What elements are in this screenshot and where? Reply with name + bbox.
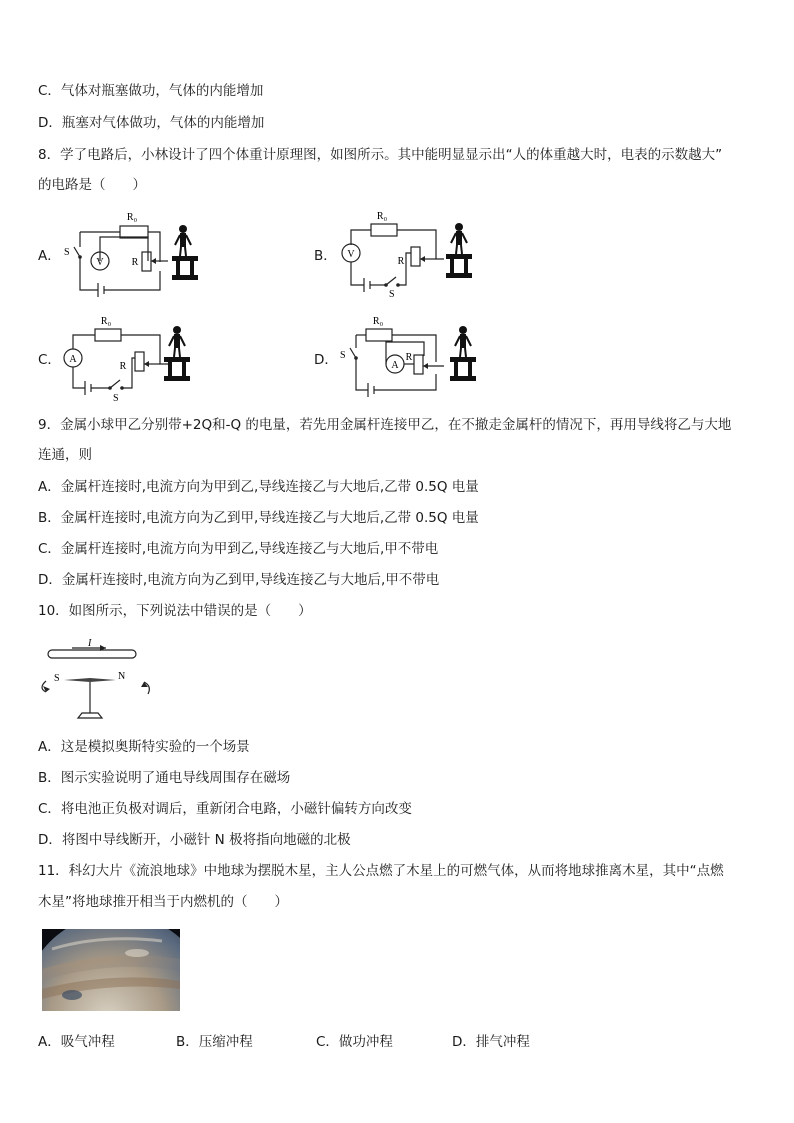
q8-stem-line2: 的电路是（ ） [38,177,146,193]
resistor-label: R₀ [100,316,112,327]
person-on-scale-icon [446,223,472,278]
circuit-b-diagram [336,203,486,298]
q10-option-c: C．将电池正负极对调后，重新闭合电路，小磁针偏转方向改变 [38,801,412,817]
circuit-c-diagram [60,308,210,403]
circuit-d-diagram [336,310,486,402]
rheostat-label: R [397,256,405,267]
q11-option-a: A．吸气冲程 [38,1034,115,1050]
q11-option-c: C．做功冲程 [316,1034,393,1050]
person-on-scale-icon [450,326,476,381]
q11-stem-line2: 木星”将地球推开相当于内燃机的（ ） [38,894,288,910]
switch-label: S [113,393,119,403]
oersted-experiment-diagram [34,636,154,726]
q9-stem-line2: 连通，则 [38,447,92,463]
q9-option-c: C．金属杆连接时,电流方向为甲到乙,导线连接乙与大地后,甲不带电 [38,541,439,557]
meter-symbol: V [96,257,104,268]
resistor-label: R₀ [372,316,384,327]
switch-pivot [78,255,82,259]
switch-label: S [389,289,395,298]
south-pole-label: S [54,673,60,684]
q7-option-c: C．气体对瓶塞做功，气体的内能增加 [38,83,264,99]
circuit-a-label: A． [38,248,61,264]
meter-symbol: V [347,249,355,260]
q9-option-d: D．金属杆连接时,电流方向为乙到甲,导线连接乙与大地后,甲不带电 [38,572,440,588]
circuit-d-label: D． [314,352,338,368]
person-on-scale-icon [172,225,198,280]
q8-stem-line1: 8．学了电路后，小林设计了四个体重计原理图，如图所示。其中能明显显示出“人的体重越大时，电表的示数越大” [38,147,723,163]
q10-option-b: B．图示实验说明了通电导线周围存在磁场 [38,770,291,786]
meter-symbol: A [391,360,399,371]
resistor-label: R₀ [376,211,388,222]
resistor-label: R₀ [126,212,138,223]
rheostat-label: R [131,257,139,268]
q11-option-b: B．压缩冲程 [176,1034,253,1050]
q11-option-d: D．排气冲程 [452,1034,530,1050]
switch-label: S [340,350,346,361]
current-label: I [88,638,92,649]
q7-option-d: D．瓶塞对气体做功，气体的内能增加 [38,115,265,131]
q10-option-d: D．将图中导线断开，小磁针 N 极将指向地磁的北极 [38,832,351,848]
q11-stem-line1: 11．科幻大片《流浪地球》中地球为摆脱木星，主人公点燃了木星上的可燃气体，从而将地球推离木星，其中“点燃 [38,863,724,879]
compass-needle-n [90,678,116,682]
compass-needle-s [64,678,90,682]
q9-option-b: B．金属杆连接时,电流方向为乙到甲,导线连接乙与大地后,乙带 0.5Q 电量 [38,510,479,526]
q9-stem-line1: 9．金属小球甲乙分别带+2Q和-Q 的电量，若先用金属杆连接甲乙，在不撤走金属杆的情况下，再用导线将乙与大地 [38,417,732,433]
jupiter-image [42,929,180,1011]
q10-option-a: A．这是模拟奥斯特实验的一个场景 [38,739,250,755]
circuit-a-diagram [60,205,210,297]
circuit-b-label: B． [314,248,337,264]
meter-symbol: A [69,354,77,365]
rheostat-label: R [119,361,127,372]
circuit-c-label: C． [38,352,61,368]
q9-option-a: A．金属杆连接时,电流方向为甲到乙,导线连接乙与大地后,乙带 0.5Q 电量 [38,479,479,495]
rheostat-label: R [405,352,413,363]
north-pole-label: N [118,671,126,682]
q10-stem: 10．如图所示，下列说法中错误的是（ ） [38,603,312,619]
person-on-scale-icon [164,326,190,381]
switch-label: S [64,247,70,258]
